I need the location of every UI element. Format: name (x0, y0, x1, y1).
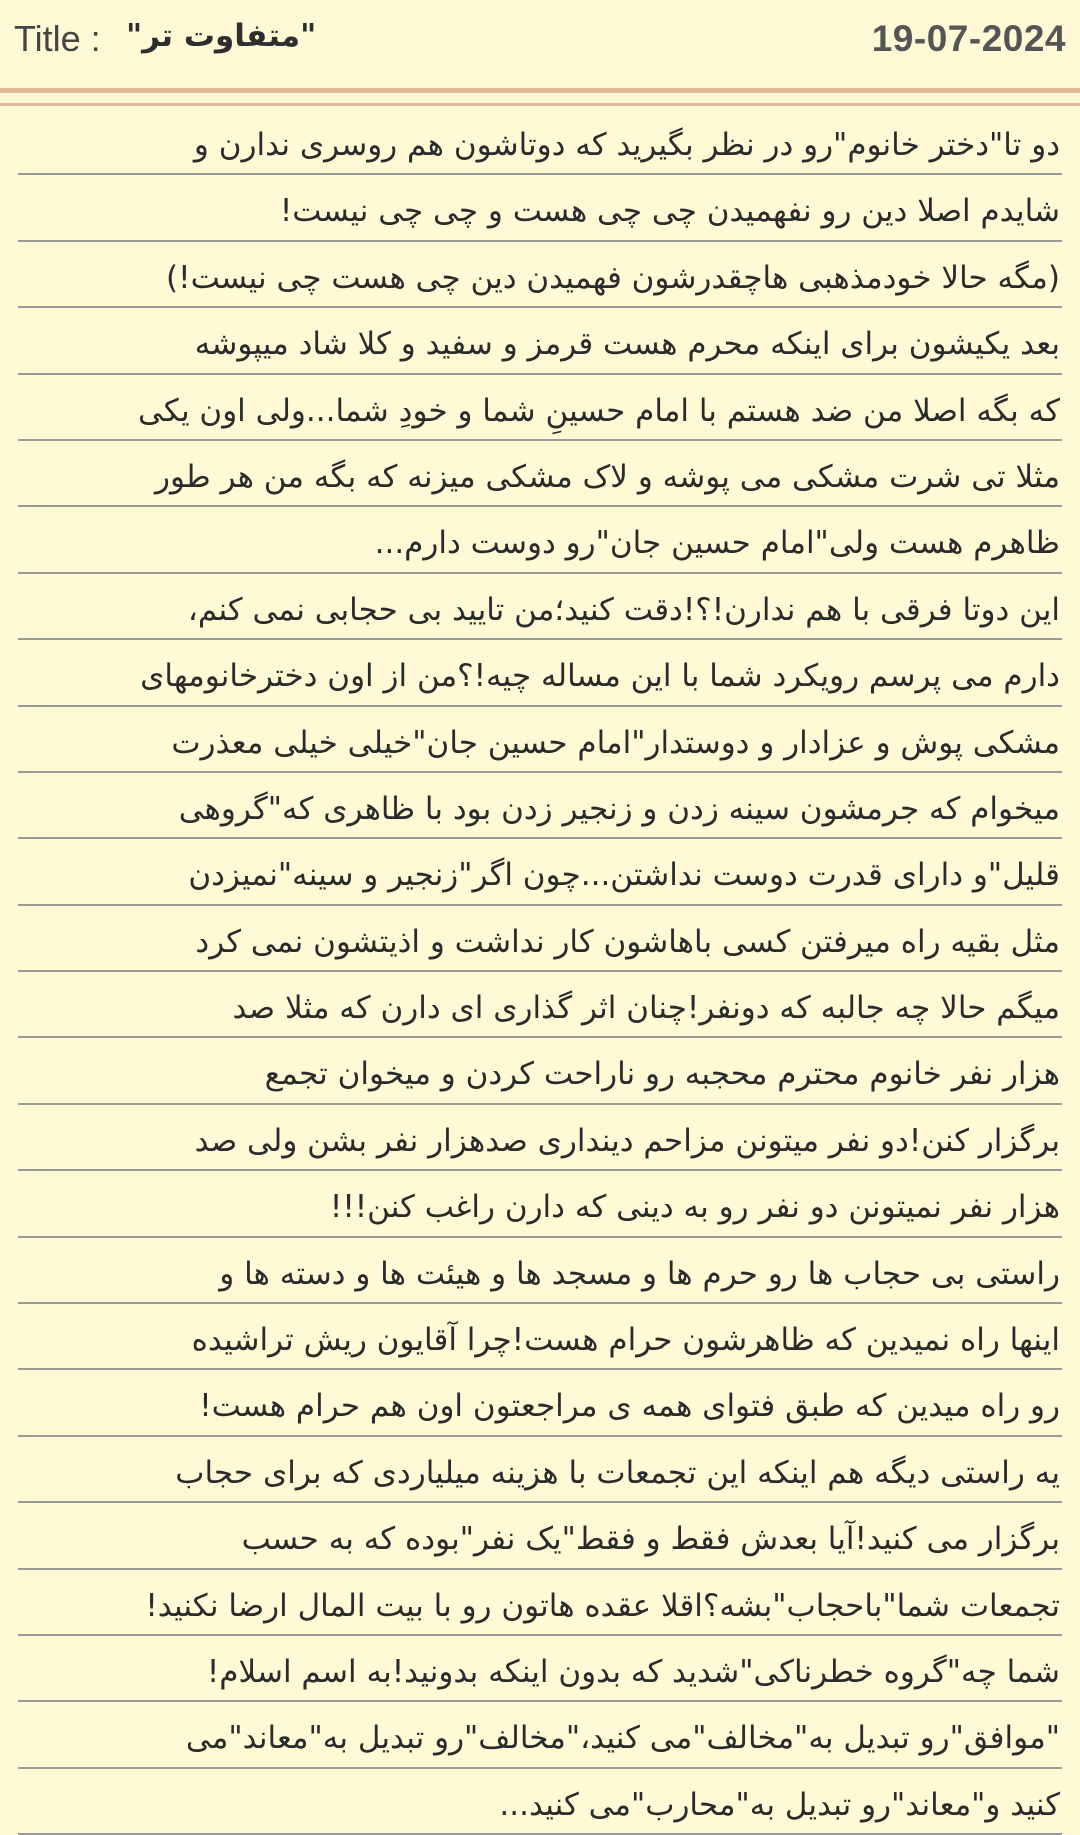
note-line: هزار نفر خانوم محترم محجبه رو ناراحت کردن و میخوان تجمع (18, 1038, 1062, 1104)
note-line: (مگه حالا خودمذهبی هاچقدرشون فهمیدن دین چی هست چی نیست!) (18, 242, 1062, 308)
note-line: "موافق"رو تبدیل به"مخالف"می کنید،"مخالف"رو تبدیل به"معاند"می (18, 1702, 1062, 1768)
note-line: اینها راه نمیدین که ظاهرشون حرام هست!چرا آقایون ریش تراشیده (18, 1304, 1062, 1370)
note-line: شایدم اصلا دین رو نفهمیدن چی چی هست و چی چی نیست! (18, 175, 1062, 241)
note-line: یه راستی دیگه هم اینکه این تجمعات با هزینه میلیاردی که برای حجاب (18, 1437, 1062, 1503)
note-line: هزار نفر نمیتونن دو نفر رو به دینی که دارن راغب کنن!!! (18, 1171, 1062, 1237)
note-line: قلیل"و دارای قدرت دوست نداشتن...چون اگر"زنجیر و سینه"نمیزدن (18, 839, 1062, 905)
note-line: برگزار می کنید!آیا بعدش فقط و فقط"یک نفر"بوده که به حسب (18, 1503, 1062, 1569)
note-line: راستی بی حجاب ها رو حرم ها و مسجد ها و هیئت ها و دسته ها و (18, 1238, 1062, 1304)
note-line: مشکی پوش و عزادار و دوستدار"امام حسین جان"خیلی خیلی معذرت (18, 707, 1062, 773)
note-line: شما چه"گروه خطرناکی"شدید که بدون اینکه بدونید!به اسم اسلام! (18, 1636, 1062, 1702)
title-label: Title : (14, 18, 101, 59)
note-line: که بگه اصلا من ضد هستم با امام حسینِ شما و خودِ شما...ولی اون یکی (18, 375, 1062, 441)
note-title[interactable]: "متفاوت تر" (126, 18, 317, 54)
note-line: ظاهرم هست ولی"امام حسین جان"رو دوست دارم... (18, 507, 1062, 573)
note-line: میخوام که جرمشون سینه زدن و زنجیر زدن بود با ظاهری که"گروهی (18, 773, 1062, 839)
note-line: مثلا تی شرت مشکی می پوشه و لاک مشکی میزنه که بگه من هر طور (18, 441, 1062, 507)
note-line: کنید و"معاند"رو تبدیل به"محارب"می کنید... (18, 1769, 1062, 1835)
note-line: تجمعات شما"باحجاب"بشه؟اقلا عقده هاتون رو با بیت المال ارضا نکنید! (18, 1570, 1062, 1636)
note-line: دو تا"دختر خانوم"رو در نظر بگیرید که دوتاشون هم روسری ندارن و (18, 109, 1062, 175)
note-line: مثل بقیه راه میرفتن کسی باهاشون کار نداشت و اذیتشون نمی کرد (18, 906, 1062, 972)
note-line: دارم می پرسم رویکرد شما با این مساله چیه!؟من از اون دخترخانومهای (18, 640, 1062, 706)
note-line: این دوتا فرقی با هم ندارن!؟!دقت کنید؛من تایید بی حجابی نمی کنم، (18, 574, 1062, 640)
note-date: 19-07-2024 (871, 18, 1066, 59)
note-header (0, 0, 1080, 88)
note-body[interactable] (18, 109, 1062, 1835)
header-divider-thick (0, 88, 1080, 93)
note-line: بعد یکیشون برای اینکه محرم هست قرمز و سفید و کلا شاد میپوشه (18, 308, 1062, 374)
note-line: رو راه میدین که طبق فتوای همه ی مراجعتون اون هم حرام هست! (18, 1370, 1062, 1436)
note-line: برگزار کنن!دو نفر میتونن مزاحم دینداری صدهزار نفر بشن ولی صد (18, 1105, 1062, 1171)
note-line: میگم حالا چه جالبه که دونفر!چنان اثر گذاری ای دارن که مثلا صد (18, 972, 1062, 1038)
header-divider-thin (0, 103, 1080, 106)
